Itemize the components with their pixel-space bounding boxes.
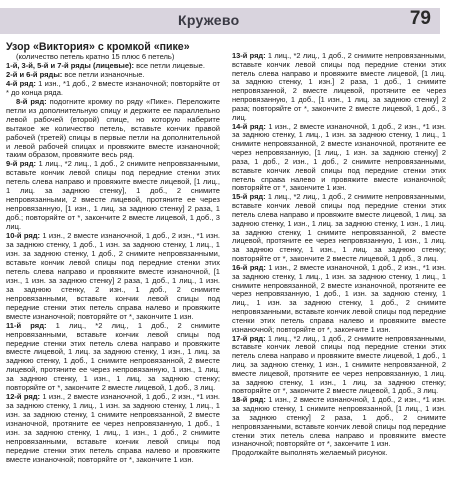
instruction-paragraph [232, 264, 446, 335]
instruction-paragraph [6, 322, 220, 394]
row-heading: 8-й ряд: [16, 96, 47, 106]
row-heading: 11-й ряд: [6, 320, 47, 330]
row-text: подогните кромку по ряду «Пике». Переложите петли из дополнительную спицу и держите ее параллельно левой рабочей (второй) спице, но которую наберите вытакое же количество петель, вставьте кончик правой рабочей (третей) спицы в первые петли на дополнительной и левой рабочей спицах и провяжите вместе изнаночной; таким образом, провяжите весь ряд. [6, 96, 220, 160]
row-heading: 4-й ряд: [6, 78, 36, 88]
instruction-paragraph [6, 160, 220, 232]
instruction-paragraph [232, 193, 446, 264]
instruction-paragraph [232, 449, 446, 458]
row-text: 1 изн., 2 вместе изнаночной, 1 доб., 2 изн., *1 изн. за заднюю стенку, 1 лиц., 1 изн. за заднюю стенку, 1 лиц., 1 снимите непровязанной, 2 вместе изнаночной, протяните ее через непровязанную, 1 доб., 1 изн. за заднюю стенку, 1 лиц., 1 изн. за заднюю стенку, 1 доб., 2 снимите непровязанными, вставьте кончик левой спицы под передние стенки этих петель справа налево и провяжите вместе изнаночной; повторяйте от *, закончите 1 изн. [232, 262, 447, 334]
row-heading: 2-й и 6-й ряды: [6, 69, 63, 79]
row-heading: 15-й ряд: [232, 192, 266, 202]
row-text: 1 лиц., *2 лиц., 1 доб., 2 снимите непровязанными, вставьте кончик левой спицы под передние стенки этих петель слева направо и провяжите вместе лицевой, 1 лиц. за заднюю стенку, 1 изн., 1 лиц. за заднюю стенку, 1 изн., 1 лиц. за заднюю стенку, 1 снимите непровязанной, 2 вместе лицевой, протяните ее через непровязанную, 1 изн., 1 лиц. за заднюю стенку, 1 изн., 1 лиц. за заднюю стенку; повторяйте от *, закончите 2 вместе лицевой, 1 доб., 3 лиц. [232, 192, 446, 264]
right-text-column [232, 52, 446, 458]
row-text: все петли лицевые. [134, 60, 205, 70]
row-heading: 9-й ряд: [6, 159, 37, 169]
row-heading: 16-й ряд: [232, 262, 266, 272]
row-text: 1 лиц., *2 лиц., 1 доб., 2 снимите непровязанными, вставьте кончик левой спицы под передние стенки этих петель слева направо и провяжите вместе лицевой, [1 лиц. за заднюю стенку, 1 изн.] 2 раза, 1 доб., 1 снимите непровязанной, 2 вместе лицевой, протяните ее через непровязанную, 1 доб., [1 изн., 1 лиц. за заднюю стенку] 2 раза; повторяйте от *, закончите 2 вместе лицевой, 1 доб., 3 лиц. [232, 51, 446, 122]
row-text: 1 лиц., *2 лиц., 1 доб., 2 снимите непровязанными, вставьте кончик левой спицы под передние стенки этих петель слева направо и провяжите вместе лицевой, 1 доб., 1 лиц. за заднюю стенку, 1 изн., 1 снимите непровязанной, 2 вместе лицевой, протяните ее через непровязанную, 1 лиц. за заднюю стенку, 1 изн., 1 лиц. за заднюю стенку; повторяйте от *, закончите 2 вместе лицевой, 1 доб., 3 лиц. [232, 333, 446, 396]
instruction-paragraph [6, 232, 220, 322]
instruction-paragraph [232, 123, 446, 194]
row-heading: 18-й ряд: [232, 395, 266, 405]
instruction-paragraph [6, 80, 220, 98]
row-text: 1 изн., 2 вместе изнаночной, 1 доб., 2 изн., *1 изн. за заднюю стенку, 1 снимите непровязанной, [1 лиц., 1 изн. за заднюю стенку] 2 раза, 1 доб., 2 снимите непровязанными, вставьте кончик левой спицы под передние стенки этих петель слева направо и провяжите вместе изнаночной; повторяйте от *, закончите 1 изн. [232, 395, 447, 449]
row-heading: 13-й ряд: [232, 51, 266, 60]
row-text: 1 изн., 2 вместе изнаночной, 1 доб., 2 изн., *1 изн. за заднюю стенку, 1 лиц., 1 изн. за заднюю стенку, 1 лиц., 1 снимите непровязанной, 2 вместе изнаночной, протяните ее через непровязанную, [1 лиц., 1 изн. за заднюю стенку] 2 раза, 1 доб., 2 изн., 1 доб., 2 снимите непровязанными, вставьте кончик левой спицы под передние стенки этих петель справа налево и провяжите вместе изнаночной; повторяйте от *, закончите 1 изн. [232, 121, 447, 193]
row-text: 1 лиц., *2 лиц., 1 доб., 2 снимите непровязанными, вставьте кончик левой спицы под передние стенки этих петель слева направо и провяжите вместе лицевой, 1 лиц. за заднюю стенку, 1 изн., 1 лиц. за заднюю стенку, 1 доб., 1 снимите непровязанной, 2 вместе лицевой, протяните ее через непровязанную, 1 изн., 1 лиц. за заднюю стенку, 1 изн., 1 лиц. за заднюю стенку; повторяйте от *, закончите 2 вместе лицевой, 1 доб., 3 лиц. [6, 320, 220, 393]
row-heading: 14-й ряд: [232, 121, 266, 131]
row-heading: 10-й ряд: [6, 231, 41, 241]
row-text: Продолжайте выполнять желаемый рисунок. [232, 448, 388, 458]
row-text: 1 изн., 2 вместе изнаночной, 1 доб., 2 изн., *1 изн. за заднюю стенку, 1 доб., 1 изн. за заднюю стенку, 1 лиц., 1 изн. за заднюю стенку, 1 доб., 2 снимите непровязанными, вставьте кончик левой спицы под передние стенки этих петель слева направо и провяжите вместе изнаночной, [1 изн., 1 изн. за заднюю стенку] 2 раза, 1 доб., 1 лиц., 1 изн. за заднюю стенку, 2 изн., 1 доб., 2 снимите непровязанными, вставьте кончик левой спицы под передние стенки этих петель справа налево и провяжите вместе изнаночной; повторяйте от *, закончите 1 изн. [6, 231, 220, 321]
instruction-paragraph [232, 335, 446, 397]
page-number: 79 [409, 8, 431, 29]
row-heading: 17-й ряд: [232, 333, 266, 343]
instruction-paragraph [6, 98, 220, 161]
row-heading: 1-й, 3-й, 5-й и 7-й ряды (лицевые): [6, 60, 135, 70]
instruction-paragraph [232, 396, 446, 449]
row-text: 1 изн., *1 доб., 2 вместе изнаночной; повторяйте от * до конца ряда. [6, 78, 220, 97]
left-text-column [6, 53, 220, 465]
row-heading: 12-й ряд: [6, 392, 41, 402]
row-text: (количество петель кратно 15 плюс 6 петель) [16, 52, 175, 61]
row-text: все петли изнаночные. [62, 69, 145, 79]
row-text: 1 изн., 2 вместе изнаночной, 1 доб., 2 изн., *1 изн. за заднюю стенку, 1 лиц., 1 изн. за заднюю стенку, 1 лиц., 1 изн. за заднюю стенку, 1 снимите непровязанной, 2 вместе изнаночной, протяните ее через непровязанную, 1 доб., 1 изн. за заднюю стенку, 1 лиц., 1 изн., 1 доб., 2 снимите непровязанными, вставьте кончик левой спицы под передние стенки этих петель справа налево и провяжите вместе изнаночной; повторяйте от *, закончите 1 изн. [6, 392, 220, 464]
row-text: 1 лиц., *2 лиц., 1 доб., 2 снимите непровязанными, вставьте кончик левой спицы под передние стенки этих петель слева направо и провяжите вместе лицевой, [1 лиц., 1 лиц. за заднюю стенку], 1 доб., 2 снимите непровязанными, 2 вместе лицевой, протяните ее через непровязанную, [1 изн., 1 лиц. за заднюю стенку] 2 раза, 1 доб.; повторяйте от *, закончите 2 вместе лицевой, 1 доб., 3 лиц. [6, 159, 220, 232]
instruction-paragraph [232, 52, 446, 123]
pattern-title: Узор «Виктория» с кромкой «пике» [6, 41, 190, 53]
section-name: Кружево [178, 12, 240, 28]
instruction-paragraph [6, 393, 220, 465]
